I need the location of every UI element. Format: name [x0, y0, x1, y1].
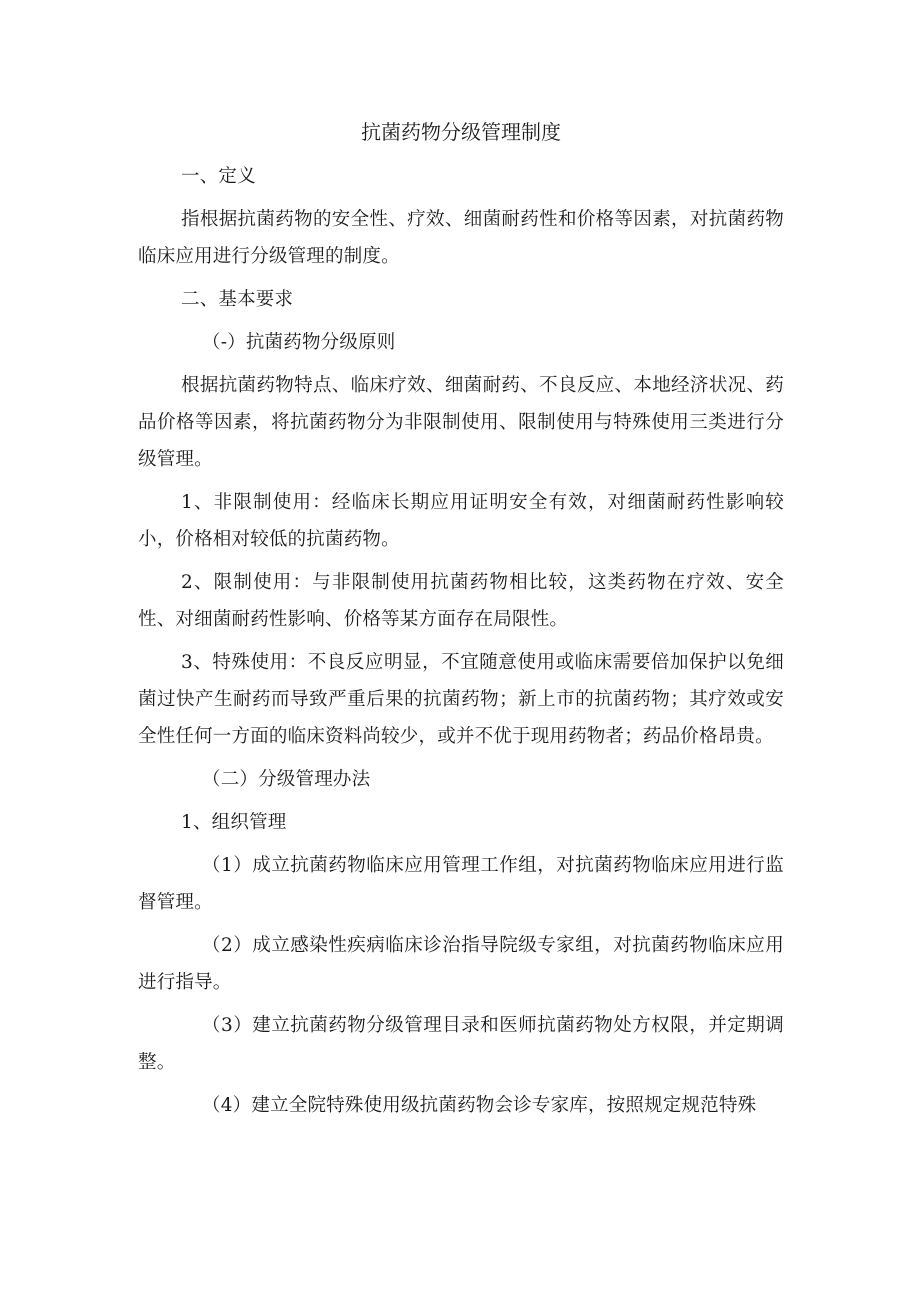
document-page — [138, 118, 784, 1124]
list-item-expert-group: （2）成立感染性疾病临床诊治指导院级专家组，对抗菌药物临床应用进行指导。 — [138, 935, 784, 993]
document-title: 抗菌药物分级管理制度 — [361, 120, 561, 144]
list-item-catalog-and-privileges: （3）建立抗菌药物分级管理目录和医师抗菌药物处方权限，并定期调整。 — [138, 1015, 784, 1073]
section-heading-basic-requirements: 二、基本要求 — [181, 289, 294, 310]
list-item-unrestricted-use: 1、非限制使用：经临床长期应用证明安全有效，对细菌耐药性影响较小，价格相对较低的抗菌药物。 — [138, 492, 784, 550]
list-item-consultation-expert-pool: （4）建立全院特殊使用级抗菌药物会诊专家库，按照规定规范特殊 — [202, 1095, 757, 1116]
paragraph-grading-principles: 根据抗菌药物特点、临床疗效、细菌耐药、不良反应、本地经济状况、药品价格等因素，将抗菌药物分为非限制使用、限制使用与特殊使用三类进行分级管理。 — [138, 375, 784, 470]
list-item-special-use: 3、特殊使用：不良反应明显，不宜随意使用或临床需要倍加保护以免细菌过快产生耐药而导致严重后果的抗菌药物；新上市的抗菌药物；其疗效或安全性任何一方面的临床资料尚较少，或并不优于现用药物者；药品价格昂贵。 — [138, 652, 784, 747]
subsection-heading-management-methods: （二）分级管理办法 — [202, 769, 371, 790]
list-item-restricted-use: 2、限制使用：与非限制使用抗菌药物相比较，这类药物在疗效、安全性、对细菌耐药性影响、价格等某方面存在局限性。 — [138, 572, 784, 630]
list-item-organization-management: 1、组织管理 — [181, 812, 287, 833]
list-item-working-group: （1）成立抗菌药物临床应用管理工作组，对抗菌药物临床应用进行监督管理。 — [138, 855, 784, 913]
subsection-heading-grading-principles: （-）抗菌药物分级原则 — [202, 332, 396, 353]
section-heading-definition: 一、定义 — [181, 166, 256, 187]
paragraph-definition: 指根据抗菌药物的安全性、疗效、细菌耐药性和价格等因素，对抗菌药物临床应用进行分级管理的制度。 — [138, 209, 784, 267]
